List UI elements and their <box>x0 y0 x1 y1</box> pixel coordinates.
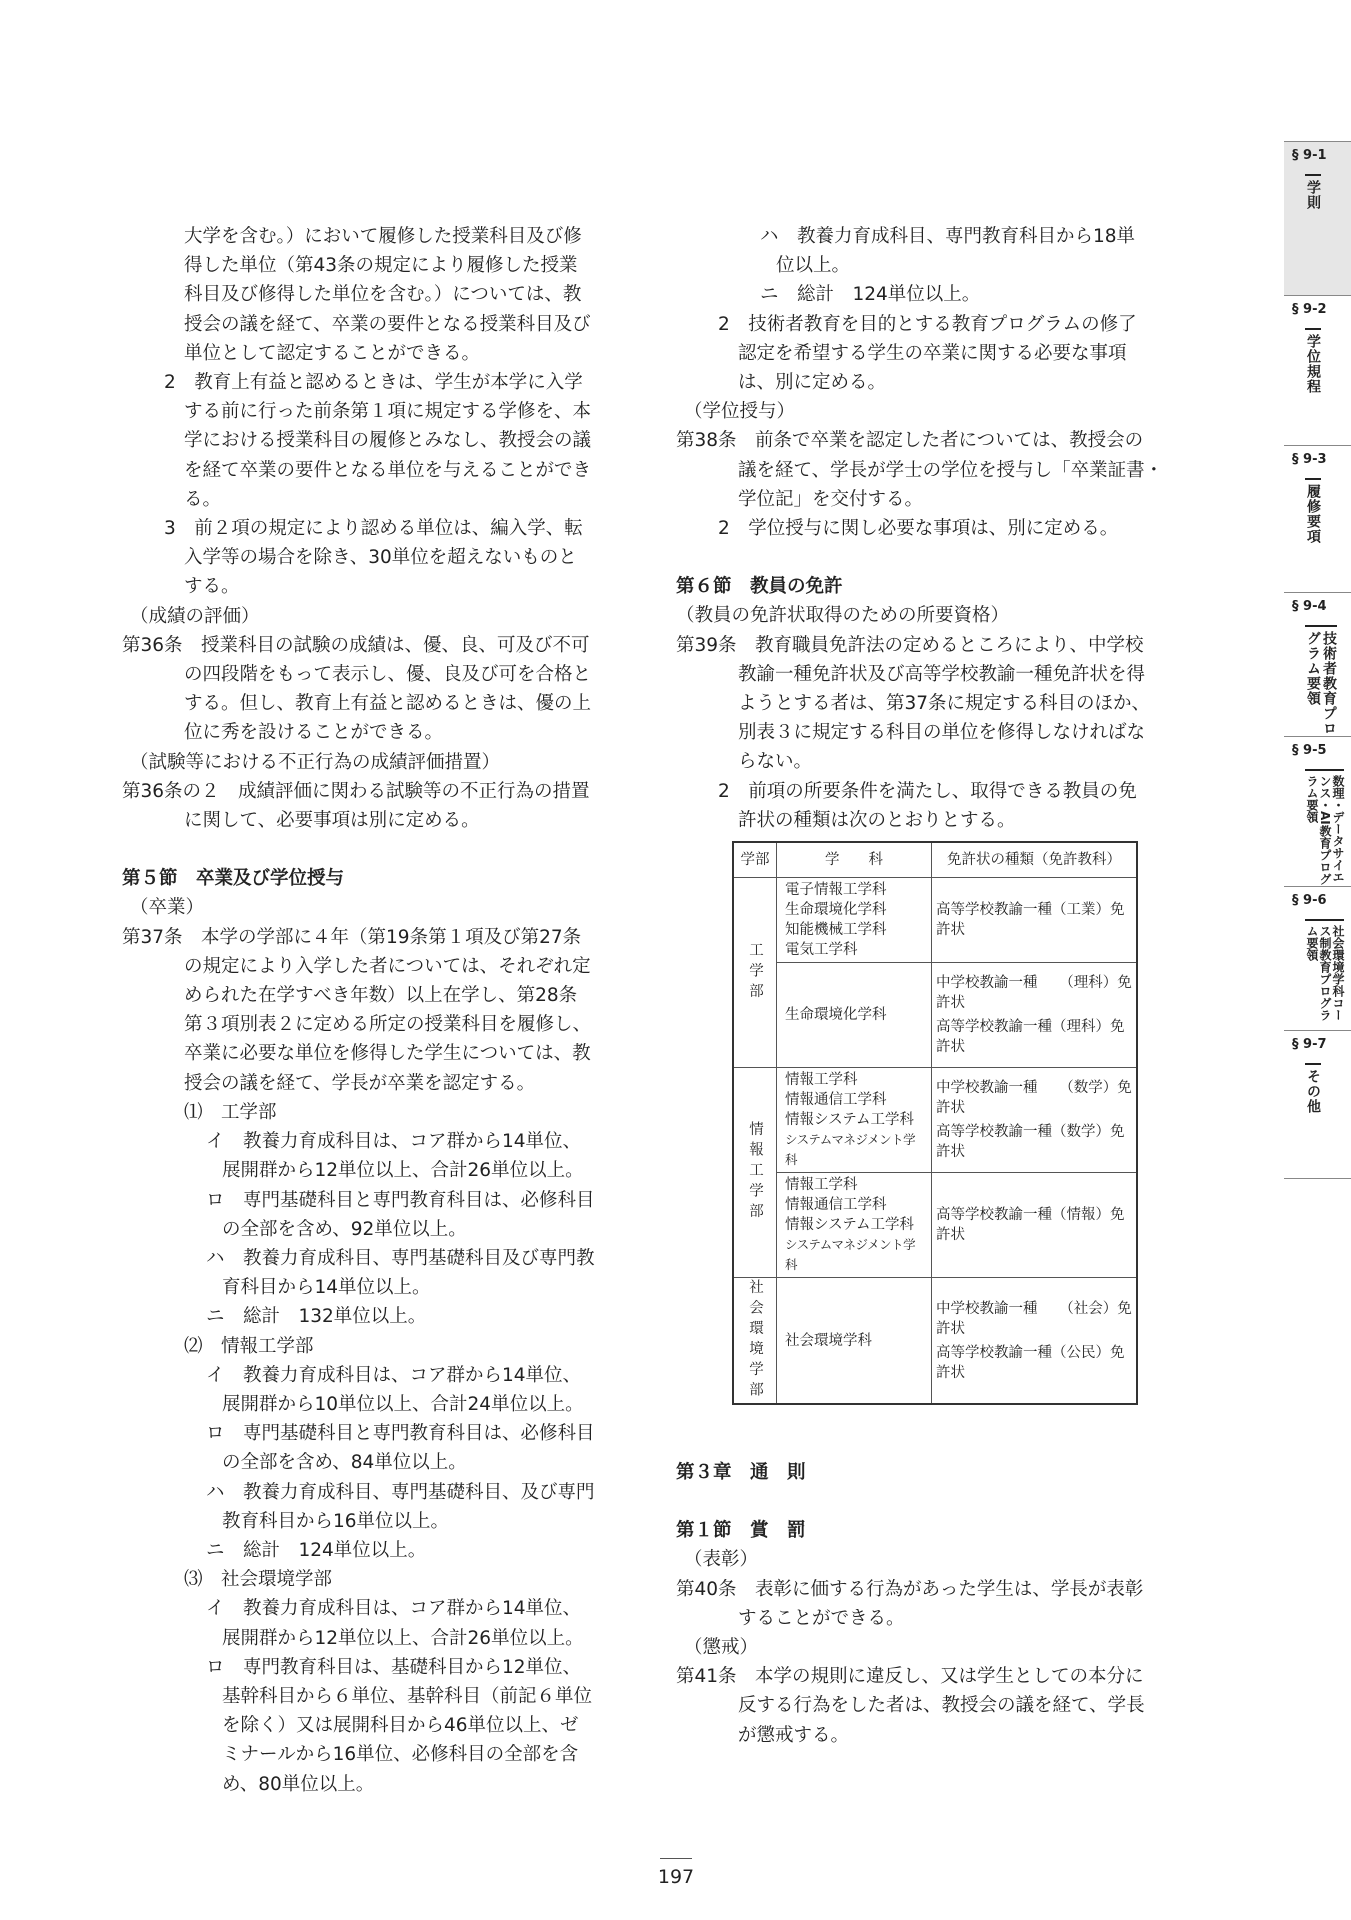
header-faculty: 学部 <box>733 842 777 878</box>
text-line: る。 <box>184 488 222 510</box>
text-line: 教諭一種免許状及び高等学校教諭一種免許状を得 <box>738 663 1146 685</box>
license-type: 高等学校教諭一種（公民）免許状 <box>936 1344 1125 1381</box>
section-tab[interactable] <box>1284 592 1351 736</box>
text-line: 得した単位（第43条の規定により履修した授業 <box>184 255 578 277</box>
department-name: システムマネジメント学科 <box>785 1132 916 1168</box>
text-line <box>676 543 1162 572</box>
section-heading: 第５節 卒業及び学位授与 <box>122 868 345 890</box>
text-line: （教員の免許状取得のための所要資格） <box>676 605 1010 627</box>
text-line: 第37条 本学の学部に４年（第19条第１項及び第27条 <box>122 926 582 948</box>
text-line: 2 前項の所要条件を満たし、取得できる教員の免 <box>718 780 1137 802</box>
text-line: 学における授業科目の履修とみなし、教授会の議 <box>184 430 592 452</box>
text-line: する前に行った前条第１項に規定する学修を、本 <box>184 401 592 423</box>
section-tab[interactable] <box>1284 1030 1351 1178</box>
department-cell <box>777 878 932 963</box>
text-line: 第38条 前条で卒業を認定した者については、教授会の <box>676 430 1144 452</box>
department-cell <box>777 1173 932 1278</box>
faculty-cell <box>733 1278 777 1405</box>
section-tab[interactable] <box>1284 886 1351 1030</box>
text-line: ロ 専門基礎科目と専門教育科目は、必修科目 <box>206 1189 595 1211</box>
text-line: 第36条 授業科目の試験の成績は、優、良、可及び不可 <box>122 634 590 656</box>
text-line: 展開群から12単位以上、合計26単位以上。 <box>222 1627 584 1649</box>
text-line: 3 前２項の規定により認める単位は、編入学、転 <box>164 518 583 540</box>
text-line: する。但し、教育上有益と認めるときは、優の上 <box>184 693 592 715</box>
text-line: （卒業） <box>130 897 205 919</box>
department-name: 情報システム工学科 <box>785 1112 915 1129</box>
section-tab-number: § 9-6 <box>1292 893 1327 908</box>
license-table <box>732 841 1138 1405</box>
text-line: 授会の議を経て、卒業の要件となる授業科目及び <box>184 313 591 335</box>
section-tab-label: 履修要項 <box>1305 478 1321 544</box>
section-tab-number: § 9-4 <box>1292 599 1327 614</box>
license-cell <box>932 963 1138 1068</box>
text-line: 許状の種類は次のとおりとする。 <box>738 809 1016 831</box>
license-type: 高等学校教諭一種（数学）免許状 <box>936 1124 1125 1161</box>
right-bottom-text <box>676 1405 1162 1750</box>
license-type: 高等学校教諭一種（工業）免許状 <box>936 902 1125 939</box>
section-tabs <box>1284 141 1351 1179</box>
license-row <box>733 1278 1137 1405</box>
left-column <box>122 222 608 1799</box>
department-name: 電子情報工学科 <box>785 882 887 899</box>
license-row <box>733 878 1137 963</box>
section-tab-label: 社会環境学科コース制教育プログラム要領 <box>1305 919 1344 1030</box>
text-line: は、別に定める。 <box>738 372 887 394</box>
text-line: （成績の評価） <box>130 605 260 627</box>
text-line: められた在学すべき年数）以上在学し、第28条 <box>184 985 578 1007</box>
department-name: 電気工学科 <box>785 942 858 959</box>
license-row <box>733 1173 1137 1278</box>
section-tab-number: § 9-5 <box>1292 743 1327 758</box>
right-top-text <box>676 222 1162 835</box>
text-line: することができる。 <box>738 1607 905 1629</box>
section-tab-label: その他 <box>1305 1063 1321 1114</box>
text-line: ⑵ 情報工学部 <box>184 1335 314 1357</box>
text-line: 科目及び修得した単位を含む。）については、教 <box>184 284 582 306</box>
text-line: イ 教養力育成科目は、コア群から14単位、 <box>206 1598 582 1620</box>
text-line: を経て卒業の要件となる単位を与えることができ <box>184 459 592 481</box>
license-type: 中学校教諭一種 （理科）免許状 <box>936 975 1132 1012</box>
department-cell <box>777 1068 932 1173</box>
text-line: 教育科目から16単位以上。 <box>222 1510 450 1532</box>
text-line: （学位授与） <box>684 401 796 423</box>
text-line: め、80単位以上。 <box>222 1773 375 1795</box>
department-name: 情報通信工学科 <box>785 1092 887 1109</box>
text-line: （懲戒） <box>684 1637 759 1659</box>
section-tabs-end-rule <box>1284 1178 1351 1179</box>
text-line: 卒業に必要な単位を修得した学生については、教 <box>184 1043 591 1065</box>
section-tab[interactable] <box>1284 445 1351 592</box>
section-tab-number: § 9-3 <box>1292 452 1327 467</box>
text-line <box>122 835 608 864</box>
text-line: （表彰） <box>684 1549 759 1571</box>
text-line: を除く）又は展開科目から46単位以上、ゼ <box>222 1715 579 1737</box>
text-line: ハ 教養力育成科目、専門教育科目から18単 <box>760 226 1136 247</box>
text-line: ミナールから16単位、必修科目の全部を含 <box>222 1744 579 1766</box>
section-tab-label: 学位規程 <box>1305 328 1321 394</box>
text-line: 議を経て、学長が学士の学位を授与し「卒業証書・ <box>738 459 1164 481</box>
header-license: 免許状の種類（免許教科） <box>932 842 1138 878</box>
section-tab[interactable] <box>1284 295 1351 445</box>
section-heading: 第３章 通 則 <box>676 1462 806 1484</box>
license-row <box>733 963 1137 1068</box>
text-line: 位に秀を設けることができる。 <box>184 722 444 744</box>
department-name: 生命環境化学科 <box>785 1007 887 1024</box>
text-line: 別表３に規定する科目の単位を修得しなければな <box>738 722 1146 744</box>
text-line: 反する行為をした者は、教授会の議を経て、学長 <box>738 1695 1145 1717</box>
text-line: 認定を希望する学生の卒業に関する必要な事項 <box>738 342 1127 364</box>
text-line: ロ 専門教育科目は、基礎科目から12単位、 <box>206 1656 582 1678</box>
section-heading: 第１節 賞 罰 <box>676 1520 806 1542</box>
license-cell <box>932 1068 1138 1173</box>
text-line: 2 学位授与に関し必要な事項は、別に定める。 <box>718 518 1119 540</box>
department-name: 情報通信工学科 <box>785 1197 887 1214</box>
text-line: が懲戒する。 <box>738 1724 850 1746</box>
text-line: 2 教育上有益と認めるときは、学生が本学に入学 <box>164 372 583 394</box>
header-department: 学 科 <box>777 842 932 878</box>
text-line: の四段階をもって表示し、優、良及び可を合格と <box>184 664 592 686</box>
department-name: 情報システム工学科 <box>785 1217 915 1234</box>
faculty-cell <box>733 1068 777 1278</box>
license-table-header <box>733 842 1137 878</box>
text-line: の全部を含め、84単位以上。 <box>222 1452 467 1474</box>
text-line: 展開群から10単位以上、合計24単位以上。 <box>222 1393 584 1415</box>
text-line: 単位として認定することができる。 <box>184 342 481 364</box>
section-tab-label: 学則 <box>1305 174 1321 210</box>
faculty-name: 情報工学部 <box>747 1121 763 1224</box>
section-tab-label: 技術者教育プログラム要領 <box>1305 625 1337 736</box>
section-tab[interactable] <box>1284 141 1351 295</box>
license-type: 中学校教諭一種 （社会）免許状 <box>936 1300 1132 1337</box>
text-line: 位以上。 <box>776 255 851 277</box>
text-line: ようとする者は、第37条に規定する科目のほか、 <box>738 693 1151 715</box>
text-line: 大学を含む。）において履修した授業科目及び修 <box>184 226 582 247</box>
text-line <box>676 1405 1162 1434</box>
department-name: 社会環境学科 <box>785 1332 872 1349</box>
text-line: 学位記」を交付する。 <box>738 488 924 510</box>
department-name: 情報工学科 <box>785 1072 858 1089</box>
text-line: 基幹科目から６単位、基幹科目（前記６単位 <box>222 1685 593 1707</box>
text-line: ニ 総計 124単位以上。 <box>206 1539 427 1561</box>
section-tab-label: 数理・データサイエンス・AI教育プログラム要領 <box>1305 769 1344 886</box>
department-cell <box>777 963 932 1068</box>
faculty-name: 工学部 <box>747 941 763 1004</box>
text-line: ⑶ 社会環境学部 <box>184 1569 333 1591</box>
page-number-rule <box>660 1858 692 1859</box>
text-line: ニ 総計 124単位以上。 <box>760 284 981 306</box>
faculty-cell <box>733 878 777 1068</box>
text-line: 第40条 表彰に価する行為があった学生は、学長が表彰 <box>676 1578 1144 1600</box>
text-line: イ 教養力育成科目は、コア群から14単位、 <box>206 1364 582 1386</box>
text-line: ⑴ 工学部 <box>184 1101 277 1123</box>
section-heading: 第６節 教員の免許 <box>676 576 843 598</box>
faculty-name: 社会環境学部 <box>747 1279 763 1403</box>
license-row <box>733 1068 1137 1173</box>
section-tab-number: § 9-7 <box>1292 1037 1327 1052</box>
text-line: イ 教養力育成科目は、コア群から14単位、 <box>206 1131 582 1153</box>
text-line: に関して、必要事項は別に定める。 <box>184 810 480 832</box>
text-line: 授会の議を経て、学長が卒業を認定する。 <box>184 1072 536 1094</box>
text-line: 第39条 教育職員免許法の定めるところにより、中学校 <box>676 634 1144 656</box>
license-cell <box>932 1278 1138 1405</box>
text-line: ハ 教養力育成科目、専門基礎科目、及び専門 <box>206 1481 595 1503</box>
department-cell <box>777 1278 932 1405</box>
text-line: 第36条の２ 成績評価に関わる試験等の不正行為の措置 <box>122 780 590 802</box>
text-line: 第３項別表２に定める所定の授業科目を履修し、 <box>184 1014 592 1036</box>
text-line: 展開群から12単位以上、合計26単位以上。 <box>222 1160 584 1182</box>
section-tab-number: § 9-1 <box>1292 148 1327 163</box>
page-number: 197 <box>657 1866 695 1888</box>
text-line: ロ 専門基礎科目と専門教育科目は、必修科目 <box>206 1423 595 1445</box>
text-line: 第41条 本学の規則に違反し、又は学生としての本分に <box>676 1666 1144 1688</box>
text-line: する。 <box>184 576 240 598</box>
text-line: （試験等における不正行為の成績評価措置） <box>130 751 501 773</box>
text-line: ハ 教養力育成科目、専門基礎科目及び専門教 <box>206 1247 595 1269</box>
section-tab[interactable] <box>1284 736 1351 886</box>
license-type: 中学校教諭一種 （数学）免許状 <box>936 1080 1132 1117</box>
text-line: の規定により入学した者については、それぞれ定 <box>184 955 591 977</box>
department-name: 生命環境化学科 <box>785 902 887 919</box>
right-column <box>676 222 1162 1750</box>
department-name: システムマネジメント学科 <box>785 1237 916 1273</box>
text-line: の全部を含め、92単位以上。 <box>222 1218 467 1240</box>
license-type: 高等学校教諭一種（理科）免許状 <box>936 1019 1125 1056</box>
text-line: らない。 <box>738 751 813 773</box>
license-cell <box>932 878 1138 963</box>
text-line: ニ 総計 132単位以上。 <box>206 1306 427 1328</box>
department-name: 情報工学科 <box>785 1177 858 1194</box>
text-line: 育科目から14単位以上。 <box>222 1277 431 1299</box>
text-line <box>676 1434 1162 1458</box>
text-line: 2 技術者教育を目的とする教育プログラムの修了 <box>718 313 1137 335</box>
license-type: 高等学校教諭一種（情報）免許状 <box>936 1207 1125 1244</box>
license-cell <box>932 1173 1138 1278</box>
text-line: 入学等の場合を除き、30単位を超えないものと <box>184 547 577 569</box>
text-line <box>676 1487 1162 1516</box>
department-name: 知能機械工学科 <box>785 922 887 939</box>
section-tab-number: § 9-2 <box>1292 302 1327 317</box>
